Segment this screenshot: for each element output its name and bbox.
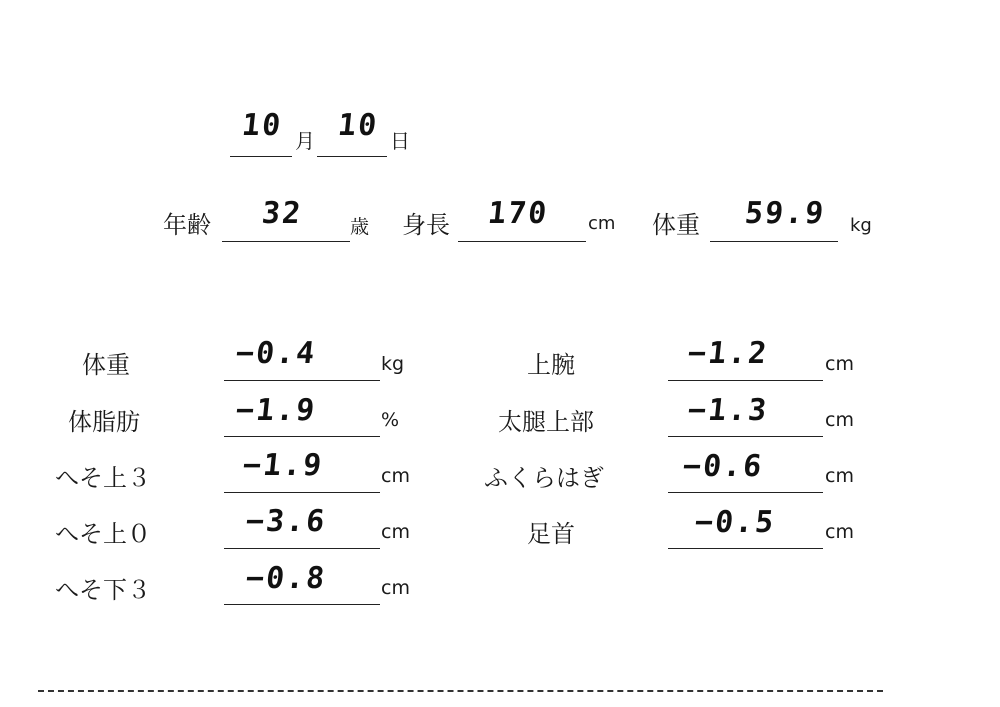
left-unit-weight: kg: [381, 353, 405, 375]
right-label-ankle: 足首: [527, 520, 575, 548]
right-value-upper-arm: −1.2: [686, 336, 771, 371]
month-underline: [230, 156, 292, 157]
day-unit: 日: [390, 129, 410, 153]
right-underline-upper-thigh: [668, 436, 823, 437]
left-value-navel-down3: −0.8: [244, 561, 329, 596]
left-label-navel-up3: へそ上３: [55, 464, 151, 492]
right-underline-calf: [668, 492, 823, 493]
right-value-calf: −0.6: [681, 449, 766, 484]
left-label-navel-up0: へそ上０: [55, 520, 151, 548]
left-unit-navel-up0: cm: [381, 521, 410, 543]
left-underline-navel-up3: [224, 492, 380, 493]
right-label-calf: ふくらはぎ: [484, 464, 604, 492]
right-label-upper-thigh: 太腿上部: [498, 408, 594, 436]
left-unit-body-fat: %: [381, 409, 400, 431]
weight-value: 59.9: [743, 196, 828, 231]
day-underline: [317, 156, 387, 157]
left-value-weight: −0.4: [234, 336, 319, 371]
age-underline: [222, 241, 350, 242]
left-underline-navel-down3: [224, 604, 380, 605]
right-label-upper-arm: 上腕: [527, 351, 575, 379]
left-value-navel-up0: −3.6: [244, 504, 329, 539]
weight-underline: [710, 241, 838, 242]
right-value-ankle: −0.5: [693, 505, 778, 540]
left-unit-navel-down3: cm: [381, 577, 410, 599]
month-unit: 月: [295, 129, 315, 153]
left-underline-weight: [224, 380, 380, 381]
left-label-navel-down3: へそ下３: [55, 576, 151, 604]
age-label: 年齢: [163, 211, 211, 239]
right-unit-calf: cm: [825, 465, 854, 487]
left-label-body-fat: 体脂肪: [68, 408, 140, 436]
right-value-upper-thigh: −1.3: [686, 393, 771, 428]
weight-label: 体重: [652, 211, 700, 239]
age-value: 32: [260, 196, 304, 231]
right-underline-upper-arm: [668, 380, 823, 381]
day-value: 10: [336, 108, 380, 143]
right-underline-ankle: [668, 548, 823, 549]
height-underline: [458, 241, 586, 242]
right-unit-upper-arm: cm: [825, 353, 854, 375]
cut-line-divider: [38, 690, 883, 692]
right-unit-ankle: cm: [825, 521, 854, 543]
left-value-body-fat: −1.9: [234, 393, 319, 428]
left-label-weight: 体重: [82, 351, 130, 379]
weight-unit: kg: [850, 215, 872, 236]
left-underline-body-fat: [224, 436, 380, 437]
height-label: 身長: [402, 211, 450, 239]
month-value: 10: [240, 108, 284, 143]
right-unit-upper-thigh: cm: [825, 409, 854, 431]
height-value: 170: [486, 196, 551, 231]
height-unit: cm: [588, 213, 616, 234]
left-unit-navel-up3: cm: [381, 465, 410, 487]
left-underline-navel-up0: [224, 548, 380, 549]
age-unit: 歳: [350, 216, 370, 238]
left-value-navel-up3: −1.9: [241, 448, 326, 483]
